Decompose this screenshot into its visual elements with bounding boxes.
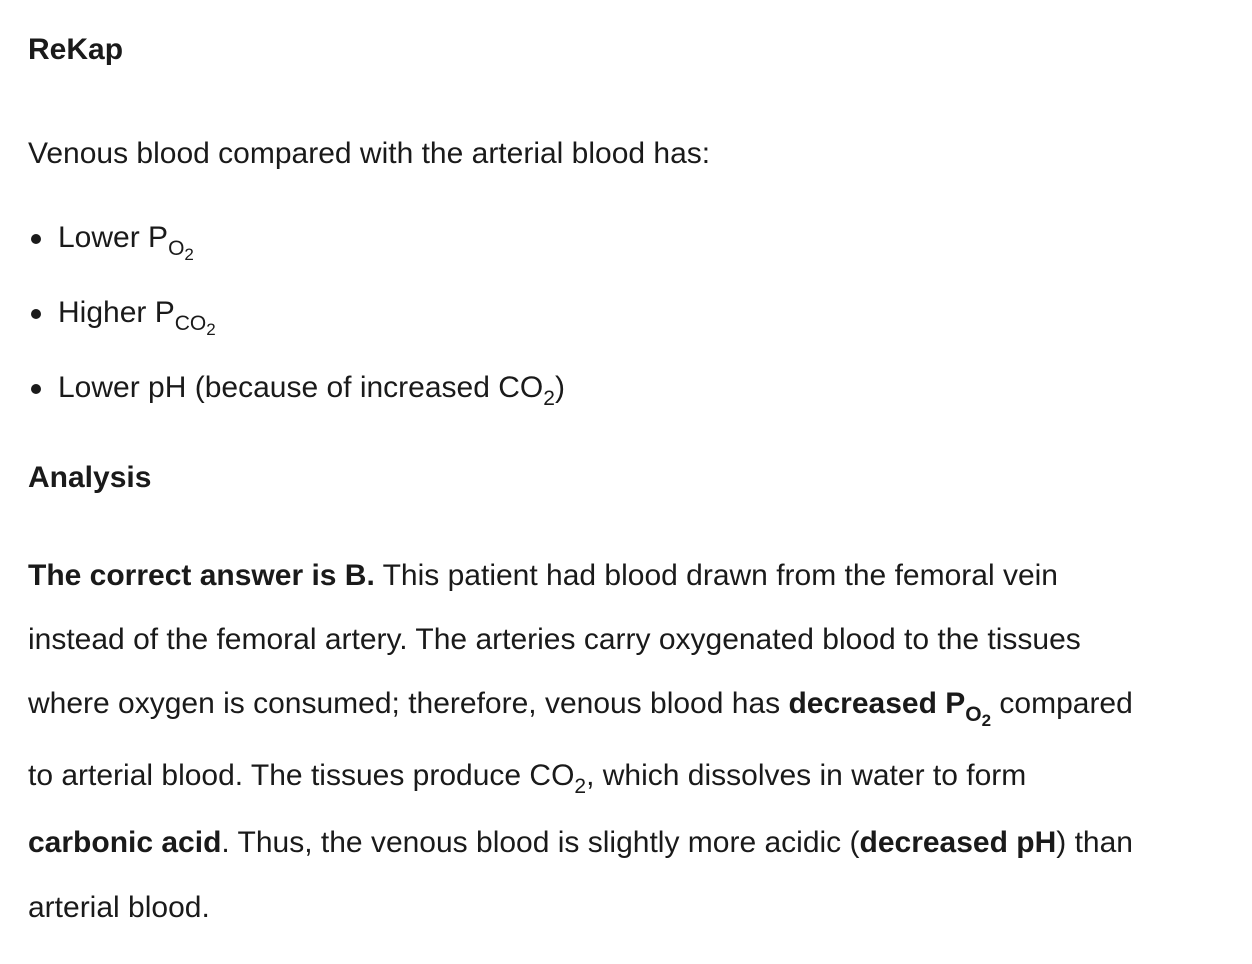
bullet-text: Lower P [58, 221, 169, 254]
analysis-line: instead of the femoral artery. The arteries carry oxygenated blood to the tissues [28, 623, 1081, 656]
bullet-text: Higher P [58, 296, 175, 329]
subscript: 2 [981, 711, 992, 730]
analysis-line: to arterial blood. The tissues produce $CO_2$, which dissolves in water to form [28, 759, 1027, 798]
correct-answer-statement: The correct answer is B. [28, 559, 375, 592]
analysis-line: arterial blood. [28, 891, 210, 924]
subscript: 2 [574, 775, 587, 798]
emphasis: carbonic acid [28, 826, 222, 859]
rekap-bullet-list [28, 220, 565, 445]
subscript: 2 [206, 320, 216, 339]
subscript: O2 [168, 237, 194, 264]
rekap-heading: ReKap [28, 33, 124, 66]
analysis-heading: Analysis [28, 461, 152, 494]
analysis-line: carbonic acid. Thus, the venous blood is slightly more acidic (decreased pH) than [28, 826, 1133, 859]
emphasis: decreased $P_{O_2}$ [788, 687, 992, 730]
bullet-text-after: ) [554, 371, 565, 404]
bullet-text: Lower pH (because of increased CO [58, 371, 544, 404]
list-item [28, 220, 565, 295]
subscript: 2 [543, 387, 555, 410]
emphasis: decreased pH [859, 826, 1057, 859]
subscript: O2 [965, 703, 992, 730]
analysis-line: The correct answer is B. This patient had blood drawn from the femoral vein [28, 559, 1058, 592]
subscript: 2 [184, 245, 194, 264]
analysis-paragraph [28, 558, 1228, 926]
analysis-line: where oxygen is consumed; therefore, venous blood has decreased $P_{O_2}$ compared [28, 687, 1133, 730]
list-item [28, 370, 565, 445]
subscript: CO2 [174, 312, 216, 339]
rekap-intro: Venous blood compared with the arterial blood has: [28, 137, 711, 170]
list-item [28, 295, 565, 370]
